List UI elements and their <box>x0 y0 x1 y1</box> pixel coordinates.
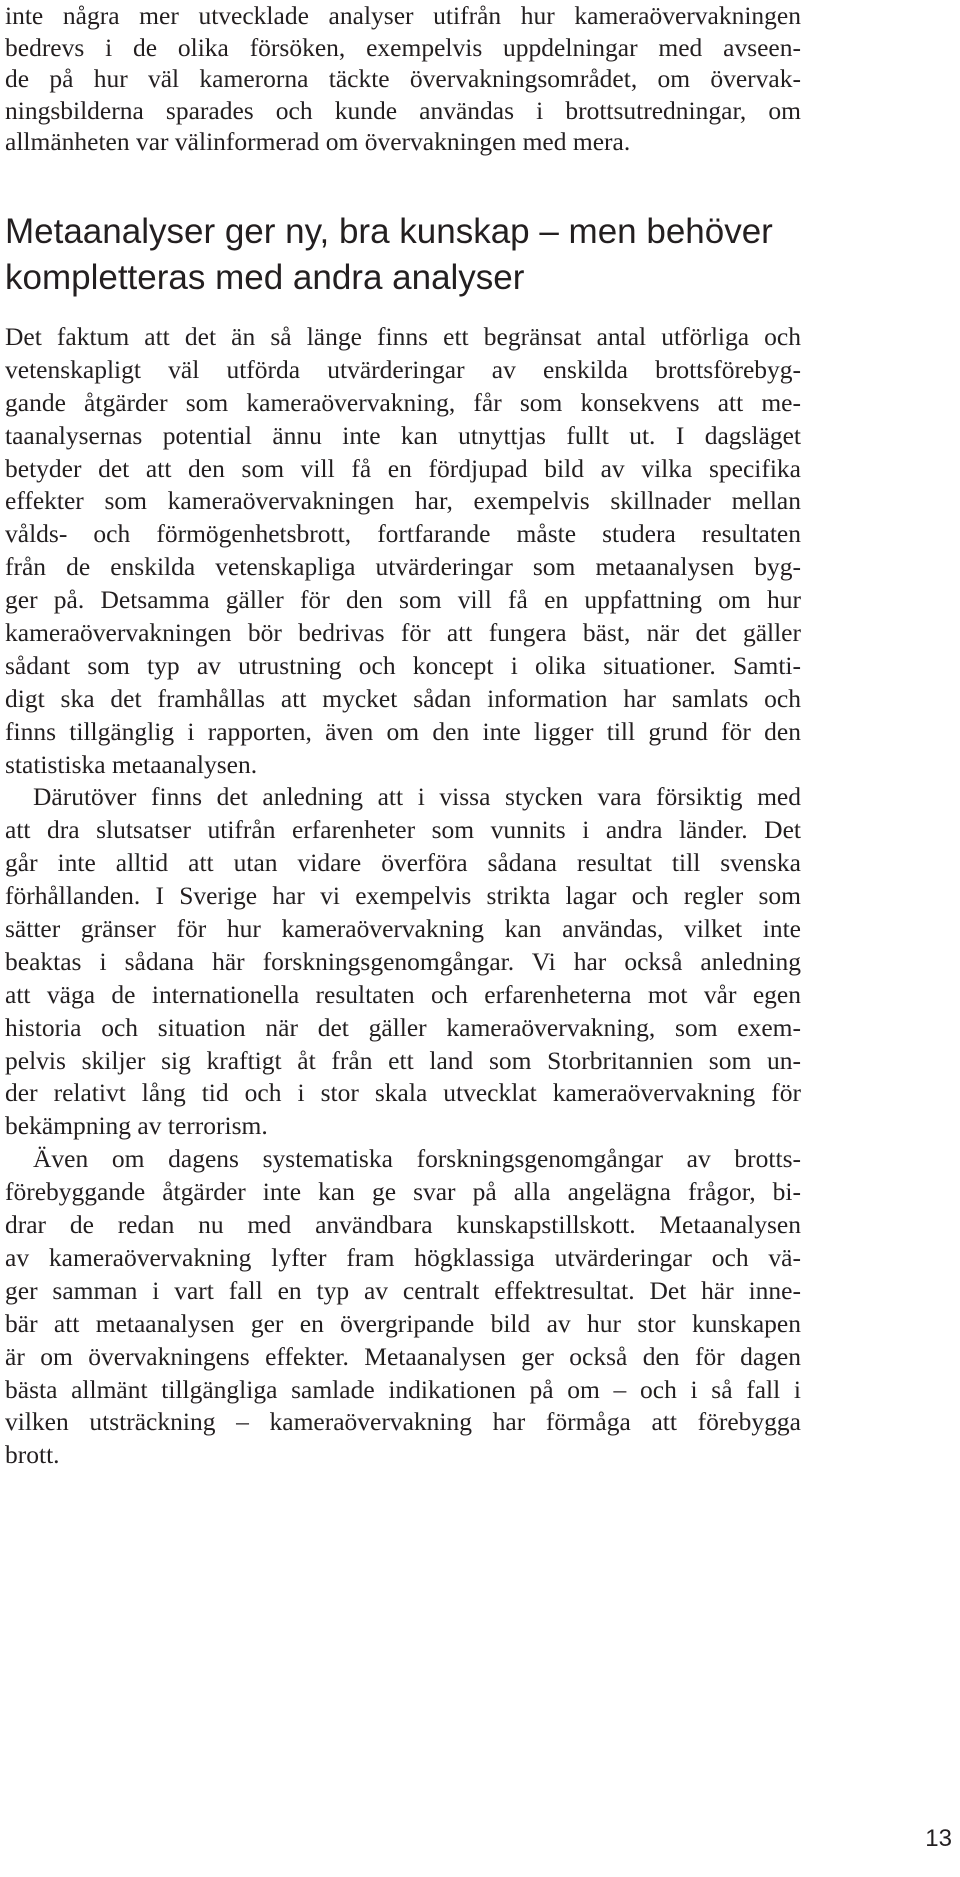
text-line: inte några mer utvecklade analyser utifrån hur kameraövervakningen <box>5 1 801 30</box>
text-line: från de enskilda vetenskapliga utvärderingar som metaanalysen byg- <box>5 552 801 582</box>
text-line: av kameraövervakning lyfter fram högklassiga utvärderingar och vä- <box>5 1242 801 1272</box>
text-line: Det faktum att det än så länge finns ett begränsat antal utförliga och <box>5 322 801 351</box>
text-line: Även om dagens systematiska forskningsgenomgångar av brotts- <box>33 1144 801 1174</box>
text-line: historia och situation när det gäller kameraövervakning, som exem- <box>5 1012 801 1042</box>
text-line: bedrevs i de olika försöken, exempelvis uppdelningar med avseen- <box>5 32 801 62</box>
text-line: gande åtgärder som kameraövervakning, får som konsekvens att me- <box>5 387 801 417</box>
text-line: allmänheten var välinformerad om övervakningen med mera. <box>5 127 631 157</box>
text-line: taanalysernas potential ännu inte kan utnyttjas fullt ut. I dagsläget <box>5 420 801 450</box>
text-line: brott. <box>5 1440 60 1470</box>
text-line: betyder det att den som vill få en fördjupad bild av vilka specifika <box>5 453 801 483</box>
paragraph-2 <box>5 781 801 1143</box>
text-line: bär att metaanalysen ger en övergripande bild av hur stor kunskapen <box>5 1308 801 1338</box>
text-line: ningsbilderna sparades och kunde användas i brottsutredningar, om <box>5 95 801 125</box>
text-line: att dra slutsatser utifrån erfarenheter som vunnits i andra länder. Det <box>5 815 801 845</box>
text-line: att väga de internationella resultaten och erfarenheterna mot vår egen <box>5 979 801 1009</box>
text-line: ger samman i vart fall en typ av centralt effektresultat. Det här inne- <box>5 1275 801 1305</box>
text-line: ger på. Detsamma gäller för den som vill få en uppfattning om hur <box>5 585 801 615</box>
text-line: beaktas i sådana här forskningsgenomgångar. Vi har också anledning <box>5 946 801 976</box>
heading-line: kompletteras med andra analyser <box>5 258 525 297</box>
text-line: vålds- och förmögenhetsbrott, fortfarande måste studera resultaten <box>5 519 801 549</box>
text-line: effekter som kameraövervakningen har, exempelvis skillnader mellan <box>5 486 801 516</box>
text-line: vilken utsträckning – kameraövervakning har förmåga att förebygga <box>5 1407 801 1437</box>
text-line: Därutöver finns det anledning att i vissa stycken vara försiktig med <box>33 782 801 812</box>
text-line: förhållanden. I Sverige har vi exempelvis strikta lagar och regler som <box>5 881 801 911</box>
text-line: der relativt lång tid och i stor skala utvecklat kameraövervakning för <box>5 1078 801 1108</box>
paragraph-3 <box>5 1143 801 1472</box>
text-line: förebyggande åtgärder inte kan ge svar på alla angelägna frågor, bi- <box>5 1177 801 1207</box>
text-line: sådant som typ av utrustning och koncept i olika situationer. Samti- <box>5 650 801 680</box>
page-number: 13 <box>925 1825 952 1852</box>
text-line: drar de redan nu med användbara kunskapstillskott. Metaanalysen <box>5 1210 801 1240</box>
text-line: bästa allmänt tillgängliga samlade indikationen på om – och i så fall i <box>5 1374 801 1404</box>
section-heading <box>5 209 801 301</box>
body-text <box>5 321 801 1472</box>
text-line: digt ska det framhållas att mycket sådan information har samlats och <box>5 683 801 713</box>
paragraph-1 <box>5 321 801 781</box>
text-line: går inte alltid att utan vidare överföra sådana resultat till svenska <box>5 848 801 878</box>
text-line: kameraövervakningen bör bedrivas för att fungera bäst, när det gäller <box>5 618 801 648</box>
heading-line: Metaanalyser ger ny, bra kunskap – men behöver <box>5 212 773 251</box>
text-line: finns tillgänglig i rapporten, även om den inte ligger till grund för den <box>5 716 801 746</box>
text-line: är om övervakningens effekter. Metaanalysen ger också den för dagen <box>5 1341 801 1371</box>
text-line: pelvis skiljer sig kraftigt åt från ett land som Storbritannien som un- <box>5 1045 801 1075</box>
text-line: sätter gränser för hur kameraövervakning kan användas, vilket inte <box>5 914 801 944</box>
text-line: de på hur väl kamerorna täckte övervakningsområdet, om övervak- <box>5 64 801 94</box>
intro-paragraph <box>5 0 801 158</box>
text-line: statistiska metaanalysen. <box>5 749 258 779</box>
text-line: vetenskapligt väl utförda utvärderingar av enskilda brottsförebyg- <box>5 354 801 384</box>
text-line: bekämpning av terrorism. <box>5 1111 268 1141</box>
